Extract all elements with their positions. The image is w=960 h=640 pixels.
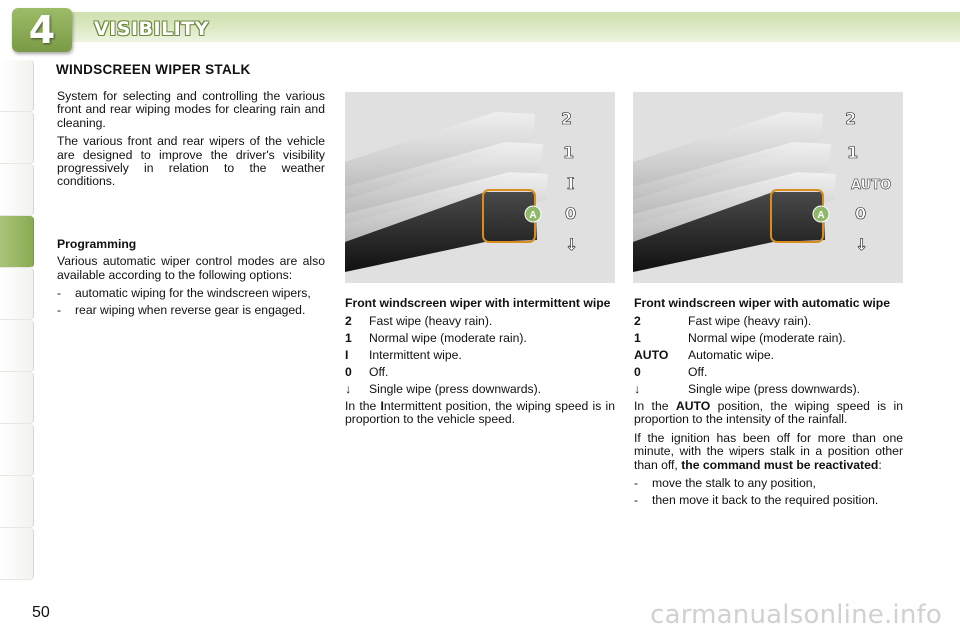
- chapter-tab[interactable]: [0, 268, 34, 320]
- intro-paragraph: The various front and rear wipers of the vehicle are designed to improve the driver's visibility progressively in relation to the weather conditions.: [57, 134, 325, 189]
- chapter-tab[interactable]: [0, 424, 34, 476]
- mode-row: 1 Normal wipe (moderate rain).: [345, 331, 527, 346]
- intermittent-column: [345, 297, 615, 432]
- list-item: - rear wiping when reverse gear is engaged.: [57, 303, 306, 318]
- position-label: 2: [845, 109, 857, 128]
- mode-row: I Intermittent wipe.: [345, 348, 462, 363]
- chapter-tab[interactable]: [0, 164, 34, 216]
- mode-row: 0 Off.: [345, 365, 389, 380]
- chapter-tab[interactable]: [0, 372, 34, 424]
- position-label: ↓: [565, 235, 579, 254]
- section-title: WINDSCREEN WIPER STALK: [56, 62, 251, 77]
- position-label: 2: [561, 109, 573, 128]
- list-item: - automatic wiping for the windscreen wipers,: [57, 286, 311, 301]
- chapter-tab-active[interactable]: [0, 216, 34, 268]
- position-label: I: [567, 174, 575, 193]
- mode-row: 0 Off.: [634, 365, 708, 380]
- mode-row: 2 Fast wipe (heavy rain).: [634, 314, 812, 329]
- intro-column: [57, 90, 325, 322]
- position-label: 0: [855, 204, 867, 223]
- watermark: carmanualsonline.info: [650, 600, 942, 630]
- marker-a-label: A: [529, 210, 537, 221]
- list-item: - move the stalk to any position,: [634, 475, 816, 490]
- chapter-badge: [12, 8, 72, 52]
- chapter-title: VISIBILITY: [94, 18, 209, 40]
- wiper-stalk-automatic-figure: [633, 92, 903, 283]
- chapter-header: [0, 0, 960, 52]
- position-label: 1: [847, 143, 859, 162]
- mode-row: ↓ Single wipe (press downwards).: [634, 382, 861, 397]
- programming-title: Programming: [57, 236, 137, 251]
- page-number: 50: [32, 604, 50, 621]
- chapter-tab[interactable]: [0, 320, 34, 372]
- mode-row: AUTO Automatic wipe.: [634, 348, 775, 363]
- automatic-note: In the AUTO position, the wiping speed is in proportion to the intensity of the rainfall.: [634, 398, 903, 427]
- automatic-column: [634, 297, 903, 512]
- wiper-stalk-intermittent-figure: [345, 92, 615, 283]
- wiper-stalk-illustration: [345, 92, 615, 283]
- chapter-tab[interactable]: [0, 112, 34, 164]
- chapter-number: 4: [28, 8, 56, 52]
- chapter-tab[interactable]: [0, 60, 34, 112]
- automatic-caption: Front windscreen wiper with automatic wipe: [634, 296, 890, 310]
- intermittent-note: In the Intermittent position, the wiping speed is in proportion to the vehicle speed.: [345, 398, 615, 427]
- programming-text: Various automatic wiper control modes are also available according to the following options:: [57, 254, 325, 282]
- reactivation-note: If the ignition has been off for more than one minute, with the wipers stalk in a position other than off, the command must be reactivated:: [634, 430, 903, 472]
- mode-row: ↓ Single wipe (press downwards).: [345, 382, 542, 397]
- position-label: 1: [563, 143, 575, 162]
- mode-row: 2 Fast wipe (heavy rain).: [345, 314, 493, 329]
- list-item: - then move it back to the required position.: [634, 493, 879, 508]
- wiper-stalk-illustration: [633, 92, 903, 283]
- position-label: ↓: [855, 235, 869, 254]
- intermittent-caption: Front windscreen wiper with intermittent wipe: [345, 296, 611, 310]
- chapter-tabs: [0, 60, 36, 580]
- marker-a-label: A: [817, 210, 825, 221]
- intro-paragraph: System for selecting and controlling the various front and rear wiping modes for clearing rain and cleaning.: [57, 89, 325, 130]
- position-label: 0: [565, 204, 577, 223]
- position-label: AUTO: [851, 178, 892, 193]
- mode-row: 1 Normal wipe (moderate rain).: [634, 331, 846, 346]
- chapter-tab[interactable]: [0, 528, 34, 580]
- chapter-tab[interactable]: [0, 476, 34, 528]
